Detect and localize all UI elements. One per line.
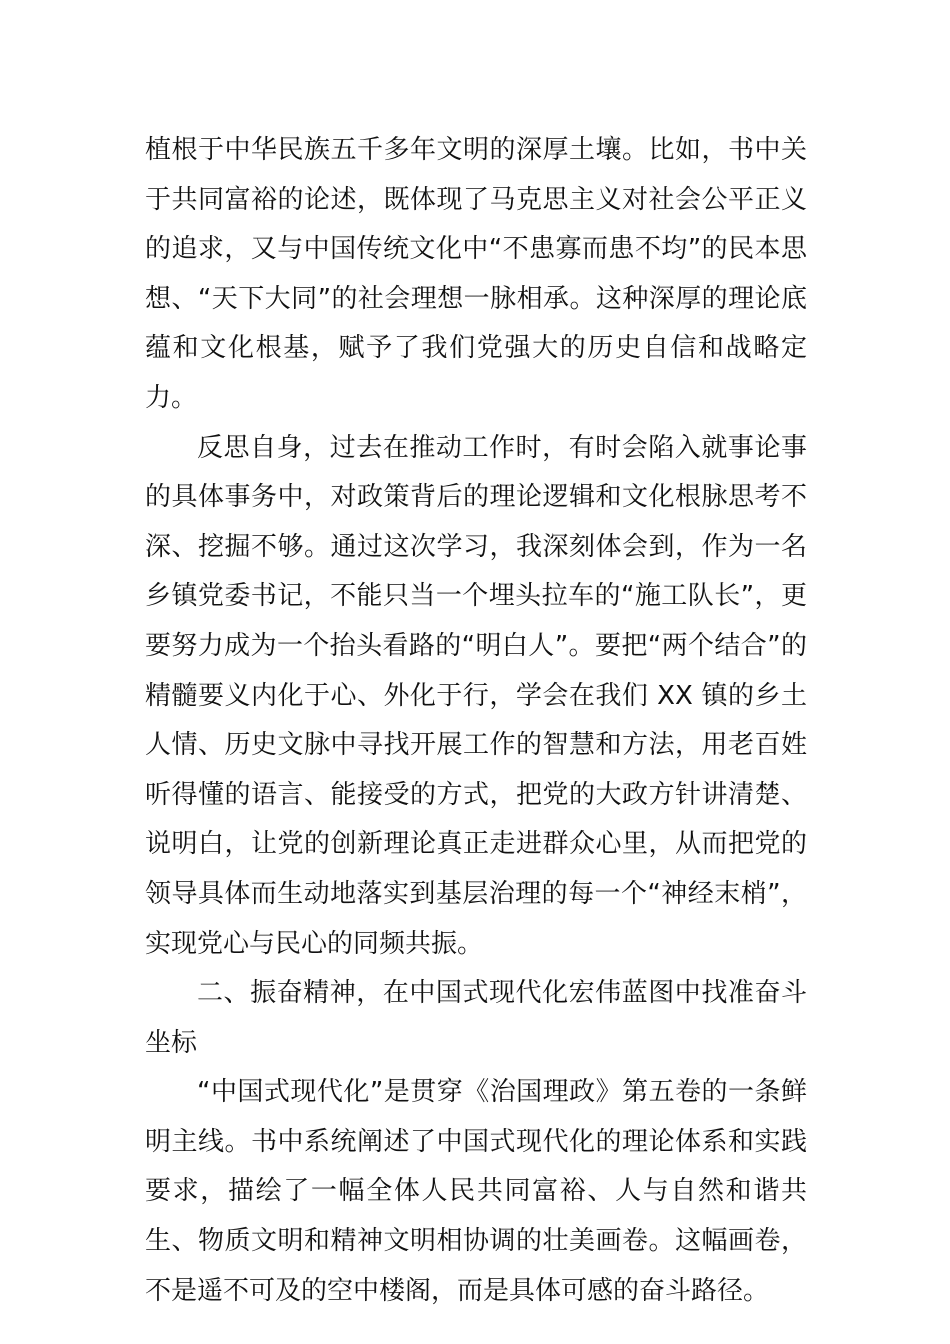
paragraph-reflection: 反思自身，过去在推动工作时，有时会陷入就事论事的具体事务中，对政策背后的理论逻辑和文化根脉思考不深、挖掘不够。通过这次学习，我深刻体会到，作为一名乡镇党委书记，不能只当一个埋头拉车的“施工队长”，更要努力成为一个抬头看路的“明白人”。要把“两个结合”的精髓要义内化于心、外化于行，学会在我们 XX 镇的乡土人情、历史文脉中寻找开展工作的智慧和方法，用老百姓听得懂的语言、能接受的方式，把党的大政方针讲清楚、说明白，让党的创新理论真正走进群众心里，从而把党的领导具体而生动地落实到基层治理的每一个“神经末梢”，实现党心与民心的同频共振。 [145, 432, 807, 959]
body-text [145, 126, 807, 1316]
section-heading: 二、振奋精神，在中国式现代化宏伟蓝图中找准奋斗坐标 [145, 978, 807, 1058]
paragraph-continuation: 植根于中华民族五千多年文明的深厚土壤。比如，书中关于共同富裕的论述，既体现了马克思主义对社会公平正义的追求，又与中国传统文化中“不患寡而患不均”的民本思想、“天下大同”的社会理想一脉相承。这种深厚的理论底蕴和文化根基，赋予了我们党强大的历史自信和战略定力。 [145, 135, 807, 413]
paragraph-modernization: “中国式现代化”是贯穿《治国理政》第五卷的一条鲜明主线。书中系统阐述了中国式现代化的理论体系和实践要求，描绘了一幅全体人民共同富裕、人与自然和谐共生、物质文明和精神文明相协调的壮美画卷。这幅画卷，不是遥不可及的空中楼阁，而是具体可感的奋斗路径。 [145, 1077, 807, 1306]
